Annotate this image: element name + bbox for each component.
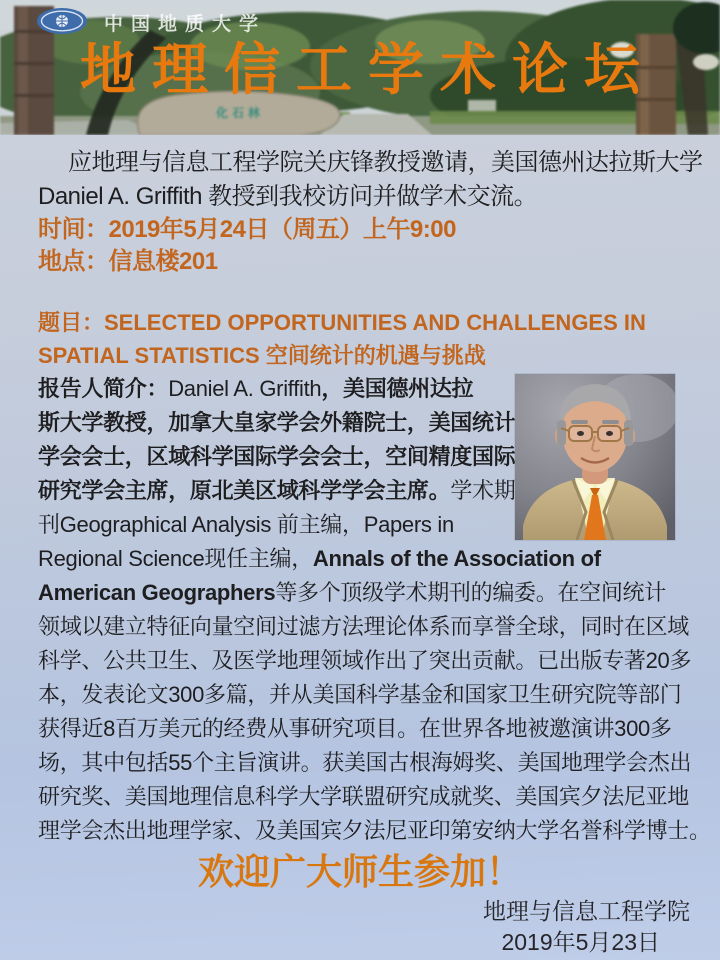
bio-text-segment: 学会会士，区域科学国际学会会士，空间精度国际	[38, 444, 516, 469]
bio-text-segment: 科学、公共卫生、及医学地理领域作出了突出贡献。已出版专著20多	[38, 648, 692, 673]
header-banner	[0, 0, 720, 135]
intro-paragraph	[38, 146, 703, 214]
welcome-line: 欢迎广大师生参加！	[197, 851, 522, 892]
bio-text-segment: American Geographers	[38, 580, 276, 605]
bio-line	[38, 746, 690, 780]
bio-text-segment: 刊Geographical Analysis 前主编，Papers in	[38, 512, 454, 537]
bio-line	[38, 712, 690, 746]
topic-line: 题目：SELECTED OPPORTUNITIES AND CHALLENGES IN	[38, 310, 646, 335]
topic-line: SPATIAL STATISTICS 空间统计的机遇与挑战	[38, 343, 486, 368]
bio-line	[38, 542, 690, 576]
place-line: 地点：信息楼201	[38, 248, 218, 275]
bio-text-segment: 领域以建立特征向量空间过滤方法理论体系而享誉全球，同时在区域	[38, 614, 690, 639]
signoff	[0, 896, 720, 958]
bio-line	[38, 610, 690, 644]
date-line: 2019年5月23日	[501, 929, 660, 955]
intro-line: Daniel A. Griffith 教授到我校访问并做学术交流。	[38, 183, 538, 210]
bio-text-segment: 场，其中包括55个主旨演讲。获美国古根海姆奖、美国地理学会杰出	[38, 750, 692, 775]
event-details	[38, 214, 690, 278]
time-line: 时间：2019年5月24日（周五）上午9:00	[38, 216, 456, 243]
bio-text-segment: 获得近8百万美元的经费从事研究项目。在世界各地被邀演讲300多	[38, 716, 672, 741]
bio-text-segment: 本，发表论文300多篇，并从美国科学基金和国家卫生研究院等部门	[38, 682, 682, 707]
university-name: 中国地质大学	[104, 14, 267, 35]
bio-line	[38, 814, 711, 848]
bio-line	[38, 678, 690, 712]
forum-title: 地理信工学术论坛	[80, 38, 656, 101]
bio-text-segment: 学术期	[450, 478, 516, 503]
speaker-photo	[515, 374, 675, 540]
bio-line	[38, 780, 690, 814]
rock-inscription: 化石林	[215, 106, 265, 120]
topic-title	[38, 306, 690, 372]
intro-line: 应地理与信息工程学院关庆锋教授邀请，美国德州达拉斯大学	[68, 149, 703, 176]
bio-text-segment: Regional Science现任主编，	[38, 546, 313, 571]
bio-text-segment: Daniel A. Griffith	[168, 376, 322, 401]
bio-line	[38, 644, 690, 678]
bio-text-segment: 研究奖、美国地理信息科学大学联盟研究成就奖、美国宾夕法尼亚地	[38, 784, 690, 809]
bio-text-segment: 斯大学教授，加拿大皇家学会外籍院士，美国统计	[38, 410, 516, 435]
bio-text-segment: 理学会杰出地理学家、及美国宾夕法尼亚印第安纳大学名誉科学博士。	[38, 818, 711, 843]
bio-text-segment: Annals of the Association of	[312, 546, 601, 571]
bio-text-segment: ，美国德州达拉	[321, 376, 474, 401]
organizer-line: 地理与信息工程学院	[483, 898, 690, 924]
bio-text-segment: 等多个顶级学术期刊的编委。在空间统计	[275, 580, 666, 605]
bio-text-segment: 研究学会主席，原北美区域科学学会主席。	[38, 478, 451, 503]
university-emblem-icon	[36, 7, 88, 35]
bio-text-segment: 报告人简介：	[38, 376, 169, 401]
bio-line	[38, 576, 690, 610]
